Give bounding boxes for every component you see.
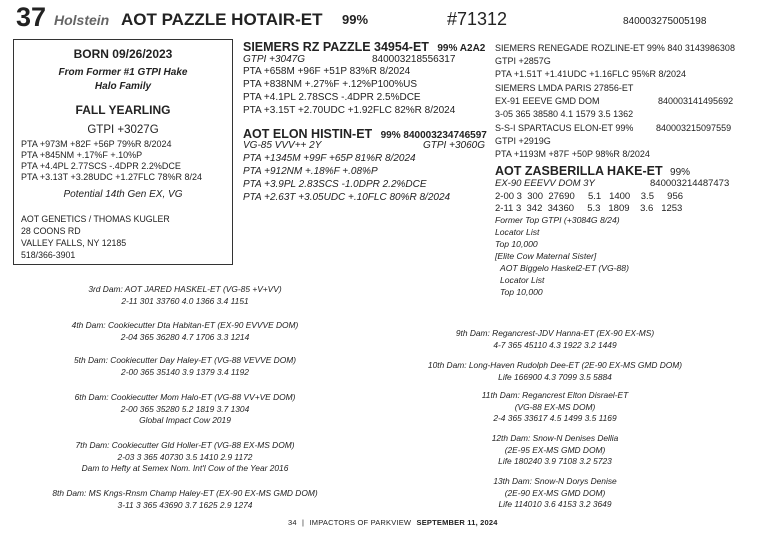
sire-pta-4: PTA +3.15T +2.70UDC +1.92FLC 82%R 8/2024	[243, 105, 456, 116]
sire-dam-class: EX-91 EEEVE GMD DOM	[495, 96, 600, 106]
dam-dam-note-4: [Elite Cow Maternal Sister]	[495, 251, 597, 261]
page-number: 34	[288, 518, 297, 527]
dam-pta-3: PTA +3.9PL 2.83SCS -1.0DPR 2.2%DCE	[243, 179, 427, 190]
info-box	[13, 39, 233, 265]
ancestor-record: 2-11 301 33760 4.0 1366 3.4 1151	[121, 295, 249, 306]
dam-sire-pta: PTA +1193M +87F +50P 98%R 8/2024	[495, 149, 650, 159]
dam-dam-record-2: 2-11 3 342 34360 5.3 1809 3.6 1253	[495, 203, 683, 214]
ancestor-name: 4th Dam: Cookiecutter Dta Habitan-ET (EX-90 EVVVE DOM)	[71, 320, 299, 330]
potential: Potential 14th Gen EX, VG	[63, 189, 183, 200]
ancestor-name: 7th Dam: Cookiecutter Gld Holler-ET (VG-88 EX-MS DOM)	[75, 440, 295, 450]
ancestor-class: (2E-90 EX-MS GMD DOM)	[504, 487, 606, 498]
dam-dam-note-3: Top 10,000	[495, 239, 538, 249]
ancestor-name: 8th Dam: MS Kngs-Rnsm Champ Haley-ET (EX-90 EX-MS GMD DOM)	[52, 488, 318, 498]
dam-dam-note-5: AOT Biggelo Haskel2-ET (VG-88)	[500, 263, 629, 273]
breed: Holstein	[54, 12, 110, 28]
ancestor-record: 2-03 3 365 40730 3.5 1410 2.9 1172	[117, 451, 253, 462]
animal-percent: 99%	[342, 12, 369, 27]
ancestor-class: (2E-95 EX-MS GMD DOM)	[504, 444, 606, 455]
ancestor-record: 4-7 365 45110 4.3 1922 3.2 1449	[493, 339, 617, 350]
pta-line-4: PTA +3.13T +3.28UDC +1.27FLC 78%R 8/24	[21, 172, 203, 182]
dam-pta-4: PTA +2.63T +3.05UDC +.10FLC 80%R 8/2024	[243, 192, 451, 203]
ancestor-name: 13th Dam: Snow-N Dorys Denise	[493, 476, 617, 486]
ancestor-note: Dam to Hefty at Semex Nom. Int'l Cow of the Year 2016	[81, 463, 289, 474]
ancestor-name: 9th Dam: Regancrest-JDV Hanna-ET (EX-90 EX-MS)	[455, 328, 655, 338]
dam-dam-note-7: Top 10,000	[500, 287, 543, 297]
tag-number: #71312	[447, 9, 508, 29]
class-label: FALL YEARLING	[75, 103, 171, 117]
note-1: From Former #1 GTPI Hake	[58, 67, 188, 78]
sire-pta-2: PTA +838NM +.27%F +.12%P100%US	[243, 79, 418, 90]
sire-name: SIEMERS RZ PAZZLE 34954-ET	[243, 40, 429, 54]
sire-tail: 99% A2A2	[437, 43, 486, 54]
ancestor-10th-dam	[410, 360, 700, 383]
ancestor-5th-dam	[40, 355, 330, 378]
sire-reg: 840003218556317	[372, 54, 456, 65]
birth-date: BORN 09/26/2023	[73, 47, 173, 61]
ancestor-record: 2-4 365 33617 4.5 1499 3.5 1169	[493, 413, 617, 424]
dam-dam-pct: 99%	[670, 167, 691, 178]
ancestor-7th-dam	[40, 440, 330, 475]
ancestor-3rd-dam	[40, 284, 330, 307]
lot-number: 37	[16, 2, 47, 32]
sire-sire: SIEMERS RENEGADE ROZLINE-ET 99% 840 3143986308	[495, 43, 735, 53]
pta-line-3: PTA +4.4PL 2.77SCS -.4DPR 2.2%DCE	[21, 161, 181, 171]
registration-number: 840003275005198	[623, 16, 707, 27]
ancestor-record: 2-00 365 35140 3.9 1379 3.4 1192	[121, 366, 249, 377]
pta-line-1: PTA +973M +82F +56P 79%R 8/2024	[21, 139, 172, 149]
sire-dam: SIEMERS LMDA PARIS 27856-ET	[495, 83, 634, 93]
page-footer: 34 | IMPACTORS OF PARKVIEW SEPTEMBER 11, 2024	[288, 518, 498, 527]
ancestor-record: 2-00 365 35280 5.2 1819 3.7 1304	[120, 403, 250, 414]
dam-dam-name: AOT ZASBERILLA HAKE-ET	[495, 164, 663, 178]
dam-sire: S-S-I SPARTACUS ELON-ET 99%	[495, 123, 634, 133]
dam-gtpi: GTPI +3060G	[423, 140, 485, 151]
pta-line-2: PTA +845NM +.17%F +.10%P	[21, 150, 143, 160]
ancestor-name: 5th Dam: Cookiecutter Day Haley-ET (VG-88 VEVVE DOM)	[73, 355, 296, 365]
sire-dam-record: 3-05 365 38580 4.1 1579 3.5 1362	[495, 109, 634, 119]
ancestor-name: 11th Dam: Regancrest Elton Disrael-ET	[481, 390, 629, 400]
ancestor-name: 12th Dam: Snow-N Denises Dellia	[491, 433, 619, 443]
dam-pta-2: PTA +912NM +.18%F +.08%P	[243, 166, 378, 177]
animal-name: AOT PAZZLE HOTAIR-ET	[121, 10, 323, 29]
dam-dam-note-1: Former Top GTPI (+3084G 8/24)	[495, 215, 620, 225]
dam-pta-1: PTA +1345M +99F +65P 81%R 8/2024	[243, 153, 416, 164]
ancestor-note: Global Impact Cow 2019	[139, 415, 231, 426]
ancestor-name: 10th Dam: Long-Haven Rudolph Dee-ET (2E-90 EX-MS GMD DOM)	[427, 360, 683, 370]
sire-gtpi: GTPI +3047G	[243, 54, 305, 65]
ancestor-12th-dam	[410, 433, 700, 468]
ancestor-class: (VG-88 EX-MS DOM)	[514, 401, 596, 412]
owner-line-4: 518/366-3901	[21, 250, 76, 260]
ancestor-record: Life 114010 3.6 4153 3.2 3649	[498, 499, 612, 510]
ancestor-name: 3rd Dam: AOT JARED HASKEL-ET (VG-85 +V+VV)	[88, 284, 282, 294]
ancestor-6th-dam	[40, 392, 330, 427]
owner-line-3: VALLEY FALLS, NY 12185	[21, 238, 127, 248]
dam-dam-record-1: 2-00 3 300 27690 5.1 1400 3.5 956	[495, 191, 684, 202]
sire-sire-pta: PTA +1.51T +1.41UDC +1.16FLC 95%R 8/2024	[495, 69, 687, 79]
ancestor-record: Life 180240 3.9 7108 3.2 5723	[498, 456, 612, 467]
gtpi: GTPI +3027G	[87, 124, 159, 136]
dam-dam-note-6: Locator List	[500, 275, 545, 285]
sire-sire-gtpi: GTPI +2857G	[495, 56, 551, 66]
publication-date: SEPTEMBER 11, 2024	[416, 518, 498, 527]
ancestor-9th-dam	[410, 328, 700, 351]
ancestor-11th-dam	[410, 390, 700, 425]
owner-line-1: AOT GENETICS / THOMAS KUGLER	[21, 214, 170, 224]
dam-dam-reg: 840003214487473	[650, 178, 730, 189]
dam-tail: 99% 840003234746597	[380, 130, 487, 141]
owner-line-2: 28 COONS RD	[21, 226, 81, 236]
dam-sire-reg: 840003215097559	[656, 123, 732, 133]
ancestor-8th-dam	[40, 488, 330, 511]
ancestor-record: 3-11 3 365 43690 3.7 1625 2.9 1274	[117, 499, 253, 510]
ancestor-record: Life 166900 4.3 7099 3.5 5884	[498, 371, 612, 382]
ancestor-13th-dam	[410, 476, 700, 511]
sire-pta-1: PTA +658M +96F +51P 83%R 8/2024	[243, 66, 411, 77]
note-2: Halo Family	[94, 81, 152, 92]
publication-name: IMPACTORS OF PARKVIEW	[309, 518, 412, 527]
dam-dam-class: EX-90 EEEVV DOM 3Y	[495, 178, 595, 189]
ancestor-record: 2-04 365 36280 4.7 1706 3.3 1214	[120, 331, 250, 342]
ancestor-name: 6th Dam: Cookiecutter Mom Halo-ET (VG-88 VV+VE DOM)	[74, 392, 296, 402]
dam-class: VG-85 VVV++ 2Y	[243, 140, 322, 151]
sire-dam-reg: 840003141495692	[658, 96, 734, 106]
dam-sire-gtpi: GTPI +2919G	[495, 136, 551, 146]
sire-pta-3: PTA +4.1PL 2.78SCS -.4DPR 2.5%DCE	[243, 92, 421, 103]
dam-name: AOT ELON HISTIN-ET	[243, 127, 373, 141]
ancestor-4th-dam	[40, 320, 330, 343]
dam-dam-note-2: Locator List	[495, 227, 540, 237]
